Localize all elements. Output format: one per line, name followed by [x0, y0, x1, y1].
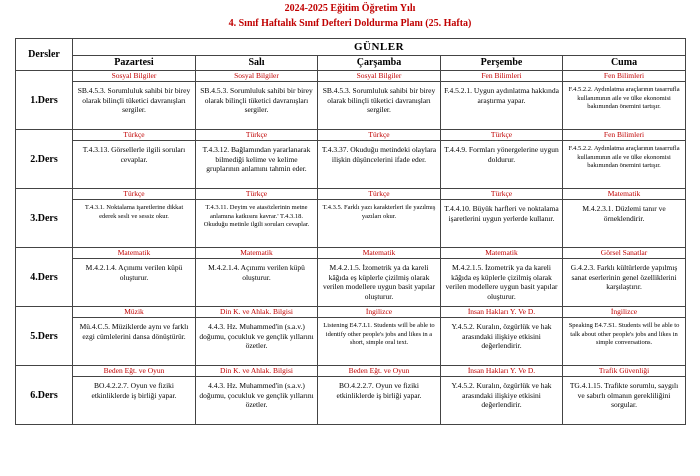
- lesson-label: 4.Ders: [16, 248, 73, 307]
- lesson-cell: [318, 248, 441, 307]
- lesson-cell: [196, 307, 318, 366]
- lesson-label: 3.Ders: [16, 189, 73, 248]
- subject-label: Din K. ve Ahlak. Bilgisi: [196, 366, 317, 377]
- objective-text: Listening E4.7.L1. Students will be able to identify other people's jobs and likes in a short, simple oral text.: [323, 322, 435, 346]
- day-header-wednesday: Çarşamba: [318, 56, 441, 71]
- lesson-cell: [563, 248, 686, 307]
- lesson-cell: [196, 248, 318, 307]
- lesson-cell: [441, 248, 563, 307]
- lesson-cell: [196, 366, 318, 425]
- document-title: 2024-2025 Eğitim Öğretim Yılı: [284, 3, 416, 14]
- lesson-cell: [73, 71, 196, 130]
- subject-label: Beden Eğt. ve Oyun: [318, 366, 440, 377]
- lesson-row-5: [16, 307, 686, 366]
- lesson-cell: [563, 366, 686, 425]
- day-header-tuesday: Salı: [196, 56, 318, 71]
- objective-text: BO.4.2.2.7. Oyun ve fiziki etkinliklerde iş birliği yapar.: [91, 381, 177, 400]
- lesson-cell: [441, 366, 563, 425]
- lesson-cell: [318, 71, 441, 130]
- subject-label: İngilizce: [563, 307, 685, 318]
- subject-label: Trafik Güvenliği: [563, 366, 685, 377]
- objective-text: TG.4.1.15. Trafikte sorumlu, saygılı ve sabırlı olmanın gerekliliğini sorgular.: [569, 381, 679, 409]
- objective-text: T.4.3.5. Farklı yazı karakterleri ile yazılmış yazıları okur.: [322, 204, 436, 220]
- gunler-header: GÜNLER: [73, 39, 686, 56]
- objective-text: Mü.4.C.5. Müziklerde aynı ve farklı ezgi cümlelerini dansa dönüştürür.: [79, 322, 189, 341]
- day-header-friday: Cuma: [563, 56, 686, 71]
- lesson-cell: [563, 71, 686, 130]
- subject-label: Türkçe: [73, 130, 195, 141]
- objective-text: 4.4.3. Hz. Muhammed'in (s.a.v.) doğumu, çocukluk ve gençlik yıllarını özetler.: [199, 322, 314, 350]
- subject-label: Türkçe: [318, 189, 440, 200]
- subject-label: Türkçe: [441, 130, 562, 141]
- objective-text: Y.4.5.2. Kuralın, özgürlük ve hak arasındaki ilişkiye etkisini değerlendirir.: [451, 322, 552, 350]
- subject-label: Fen Bilimleri: [563, 71, 685, 82]
- objective-text: F.4.5.2.2. Aydınlatma araçlarının tasarrufla kullanımının aile ve ülke ekonomisi bakımından önemini tartışır.: [568, 86, 680, 110]
- objective-text: 4.4.3. Hz. Muhammed'in (s.a.v.) doğumu, çocukluk ve gençlik yıllarını özetler.: [199, 381, 314, 409]
- objective-text: Y.4.5.2. Kuralın, özgürlük ve hak arasındaki ilişkiye etkisini değerlendirir.: [451, 381, 552, 409]
- objective-text: M.4.2.1.5. İzometrik ya da kareli kâğıda eş küplerle çizilmiş olarak verilen modellere uygun basit yapılar oluşturur.: [445, 263, 558, 301]
- lesson-label: 6.Ders: [16, 366, 73, 425]
- objective-text: M.4.2.1.4. Açınımı verilen küpü oluşturur.: [85, 263, 183, 282]
- objective-text: F.4.5.2.1. Uygun aydınlatma hakkında araştırma yapar.: [444, 86, 559, 105]
- lesson-label: 2.Ders: [16, 130, 73, 189]
- dersler-header: Dersler: [16, 39, 73, 71]
- subject-label: Türkçe: [196, 189, 317, 200]
- subject-label: Fen Bilimleri: [563, 130, 685, 141]
- subject-label: Din K. ve Ahlak. Bilgisi: [196, 307, 317, 318]
- day-header-thursday: Perşembe: [441, 56, 563, 71]
- subject-label: Türkçe: [196, 130, 317, 141]
- subject-label: Sosyal Bilgiler: [73, 71, 195, 82]
- lesson-row-4: [16, 248, 686, 307]
- subject-label: Beden Eğt. ve Oyun: [73, 366, 195, 377]
- objective-text: T.4.3.11. Deyim ve atasözlerinin metne anlamına katkısını kavrar.' T.4.3.18. Okuduğu metinle ilgili soruları cevaplar.: [203, 204, 310, 228]
- subject-label: Türkçe: [318, 130, 440, 141]
- objective-text: G.4.2.3. Farklı kültürlerde yapılmış sanat eserlerinin genel özelliklerini karşılaştırır.: [570, 263, 678, 291]
- lesson-cell: [563, 189, 686, 248]
- objective-text: T.4.3.12. Bağlamından yararlanarak bilmediği kelime ve kelime gruplarının anlamını tahmin eder.: [202, 145, 311, 173]
- lesson-cell: [73, 366, 196, 425]
- lesson-cell: [73, 307, 196, 366]
- lesson-cell: [441, 71, 563, 130]
- subject-label: Türkçe: [73, 189, 195, 200]
- lesson-cell: [318, 307, 441, 366]
- lesson-cell: [441, 130, 563, 189]
- subject-label: Matematik: [318, 248, 440, 259]
- subject-label: Türkçe: [441, 189, 562, 200]
- lesson-cell: [563, 130, 686, 189]
- lesson-row-3: [16, 189, 686, 248]
- lesson-cell: [73, 248, 196, 307]
- objective-text: M.4.2.1.4. Açınımı verilen küpü oluşturur.: [208, 263, 305, 282]
- subject-label: İnsan Hakları Y. Ve D.: [441, 307, 562, 318]
- lesson-row-2: [16, 130, 686, 189]
- lesson-cell: [196, 130, 318, 189]
- objective-text: BO.4.2.2.7. Oyun ve fiziki etkinliklerde iş birliği yapar.: [336, 381, 422, 400]
- lesson-row-6: [16, 366, 686, 425]
- lesson-cell: [196, 71, 318, 130]
- lesson-cell: [318, 189, 441, 248]
- lesson-cell: [73, 189, 196, 248]
- subject-label: İnsan Hakları Y. Ve D.: [441, 366, 562, 377]
- objective-text: T.4.3.13. Görsellerle ilgili soruları cevaplar.: [82, 145, 186, 164]
- objective-text: T.4.4.9. Formları yönergelerine uygun doldurur.: [444, 145, 559, 164]
- subject-label: Fen Bilimleri: [441, 71, 562, 82]
- subject-label: Matematik: [196, 248, 317, 259]
- lesson-cell: [73, 130, 196, 189]
- lesson-cell: [318, 130, 441, 189]
- document-subtitle: 4. Sınıf Haftalık Sınıf Defteri Doldurma Planı (25. Hafta): [228, 18, 472, 29]
- subject-label: Matematik: [441, 248, 562, 259]
- subject-label: Sosyal Bilgiler: [196, 71, 317, 82]
- objective-text: SB.4.5.3. Sorumluluk sahibi bir birey olarak bilinçli tüketici davranışları sergiler.: [200, 86, 313, 114]
- subject-label: Müzik: [73, 307, 195, 318]
- subject-label: İngilizce: [318, 307, 440, 318]
- objective-text: M.4.2.1.5. İzometrik ya da kareli kâğıda eş küplerle çizilmiş olarak verilen modellere uygun basit yapılar oluşturur.: [322, 263, 436, 301]
- weekly-plan-table: [15, 38, 686, 425]
- lesson-label: 5.Ders: [16, 307, 73, 366]
- objective-text: SB.4.5.3. Sorumluluk sahibi bir birey olarak bilinçli tüketici davranışları sergiler.: [322, 86, 436, 114]
- lesson-row-1: [16, 71, 686, 130]
- objective-text: T.4.3.1. Noktalama işaretlerine dikkat ederek sesli ve sessiz okur.: [84, 204, 184, 220]
- subject-label: Görsel Sanatlar: [563, 248, 685, 259]
- objective-text: SB.4.5.3. Sorumluluk sahibi bir birey olarak bilinçli tüketici davranışları sergiler.: [77, 86, 191, 114]
- subject-label: Matematik: [73, 248, 195, 259]
- objective-text: F.4.5.2.2. Aydınlatma araçlarının tasarrufla kullanımının aile ve ülke ekonomisi bakımından önemini tartışır.: [568, 145, 680, 169]
- lesson-cell: [441, 307, 563, 366]
- objective-text: M.4.2.3.1. Düzlemi tanır ve örneklendirir.: [582, 204, 666, 223]
- lesson-cell: [318, 366, 441, 425]
- lesson-cell: [563, 307, 686, 366]
- objective-text: T.4.4.10. Büyük harfleri ve noktalama işaretlerini uygun yerlerde kullanır.: [444, 204, 559, 223]
- objective-text: Speaking E4.7.S1. Students will be able to talk about other people's jobs and likes in simple conversations.: [568, 322, 680, 346]
- day-header-monday: Pazartesi: [73, 56, 196, 71]
- lesson-cell: [441, 189, 563, 248]
- lesson-label: 1.Ders: [16, 71, 73, 130]
- objective-text: T.4.3.37. Okuduğu metindeki olaylara ilişkin düşüncelerini ifade eder.: [321, 145, 437, 164]
- subject-label: Sosyal Bilgiler: [318, 71, 440, 82]
- subject-label: Matematik: [563, 189, 685, 200]
- lesson-cell: [196, 189, 318, 248]
